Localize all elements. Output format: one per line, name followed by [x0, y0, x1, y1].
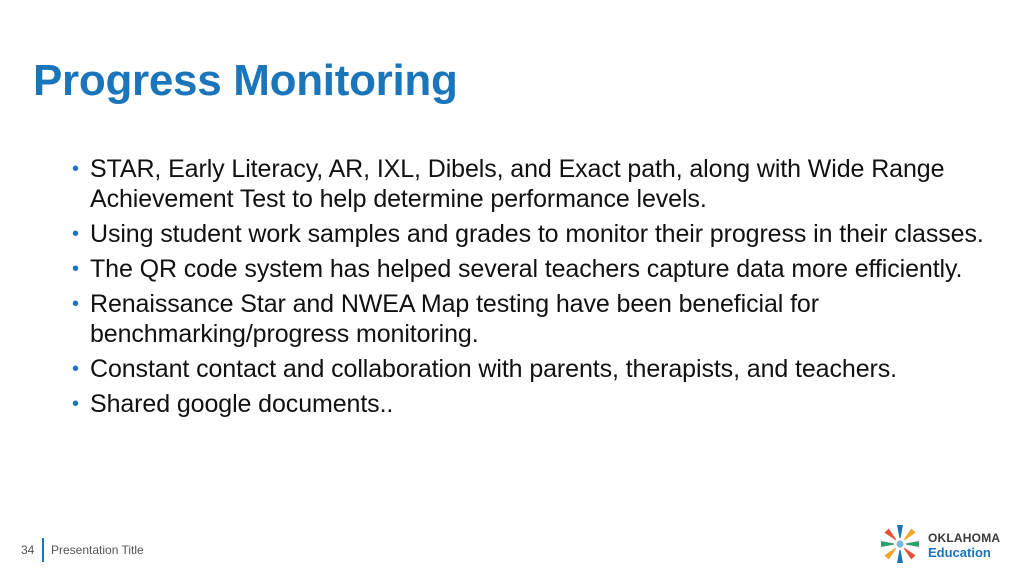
bullet-dot-icon: • [72, 393, 79, 415]
oklahoma-education-logo [878, 522, 1018, 566]
bullet-item [70, 254, 1005, 284]
oklahoma-star-logo-icon [878, 522, 922, 566]
bullet-dot-icon: • [72, 258, 79, 280]
page-number: 34 [21, 543, 35, 557]
bullet-list [70, 154, 1005, 424]
bullet-text: Shared google documents.. [90, 390, 394, 418]
bullet-dot-icon: • [72, 223, 79, 245]
logo-text-oklahoma: OKLAHOMA [928, 531, 1001, 545]
bullet-dot-icon: • [72, 158, 79, 180]
bullet-text: STAR, Early Literacy, AR, IXL, Dibels, and Exact path, along with Wide Range Achievement Test to help determine performance levels. [90, 155, 945, 213]
bullet-text: Renaissance Star and NWEA Map testing have been beneficial for benchmarking/progress monitoring. [90, 290, 819, 348]
footer-divider [42, 538, 44, 562]
bullet-item [70, 219, 1005, 249]
slide-title: Progress Monitoring [33, 56, 458, 105]
bullet-item [70, 154, 1005, 214]
footer-presentation-title: Presentation Title [51, 543, 144, 557]
bullet-item [70, 289, 1005, 349]
bullet-text: The QR code system has helped several teachers capture data more efficiently. [90, 255, 963, 283]
bullet-item [70, 389, 1005, 419]
bullet-text: Constant contact and collaboration with parents, therapists, and teachers. [90, 355, 897, 383]
bullet-dot-icon: • [72, 293, 79, 315]
logo-text-education: Education [928, 545, 991, 560]
bullet-dot-icon: • [72, 358, 79, 380]
bullet-text: Using student work samples and grades to monitor their progress in their classes. [90, 220, 984, 248]
bullet-item [70, 354, 1005, 384]
